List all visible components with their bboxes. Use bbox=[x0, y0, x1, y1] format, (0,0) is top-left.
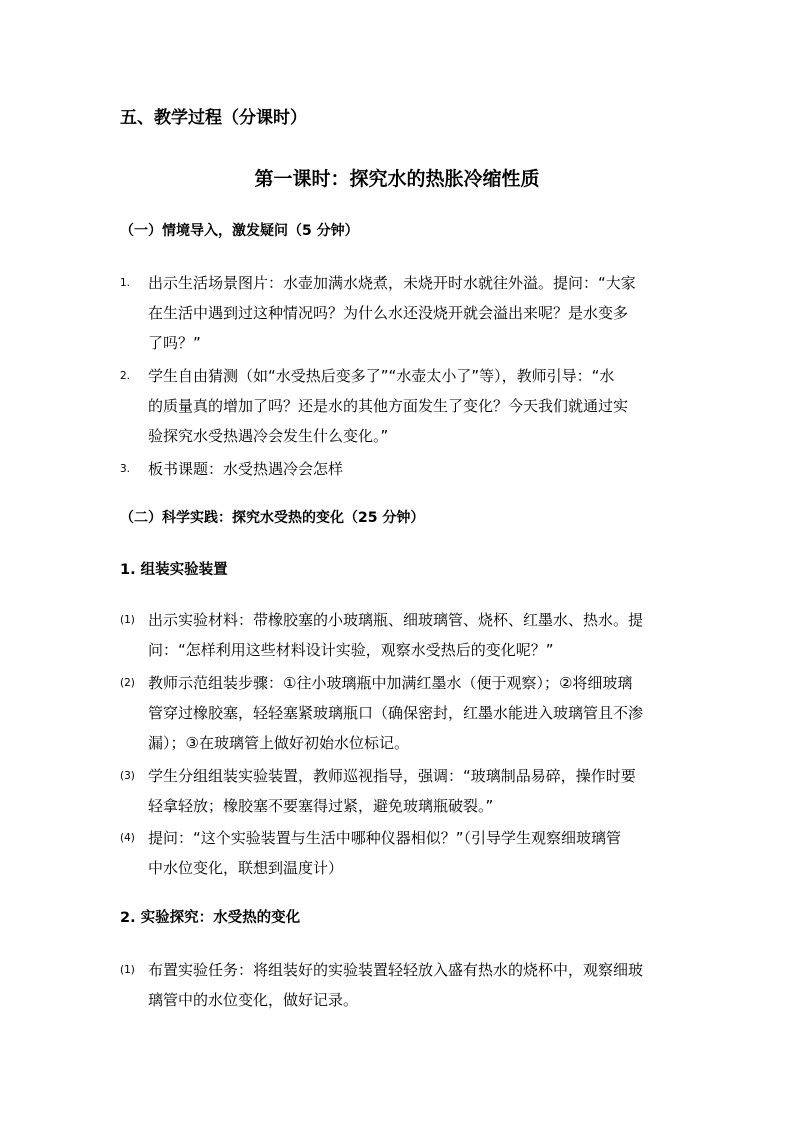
list-item-text: 轻拿轻放；橡胶塞不要塞得过紧，避免玻璃瓶破裂。” bbox=[148, 797, 494, 815]
list-item-number: 1. bbox=[120, 277, 131, 289]
list-item-number: (1) bbox=[120, 614, 135, 626]
list-item bbox=[120, 454, 676, 484]
list-item-text: 璃管中的水位变化，做好记录。 bbox=[148, 991, 359, 1009]
list-item-text: 问：“怎样利用这些材料设计实验，观察水受热后的变化呢？” bbox=[148, 641, 554, 659]
list-item-number: 2. bbox=[120, 370, 131, 382]
list-item-text: 教师示范组装步骤：①往小玻璃瓶中加满红墨水（便于观察）；②将细玻璃 bbox=[148, 674, 633, 692]
list-item bbox=[120, 823, 676, 883]
list-item bbox=[120, 955, 676, 1015]
list-item-text: 漏）；③在玻璃管上做好初始水位标记。 bbox=[148, 734, 409, 752]
list-item-number: (3) bbox=[120, 770, 135, 782]
list-item-text: 中水位变化，联想到温度计） bbox=[148, 859, 344, 877]
sub-title-assemble-apparatus: 1. 组装实验装置 bbox=[120, 562, 228, 578]
sub-title-experiment-heating: 2. 实验探究：水受热的变化 bbox=[120, 910, 301, 926]
list-item-text: 板书课题：水受热遇冷会怎样 bbox=[148, 460, 344, 478]
list-item-text: 学生自由猜测（如“水受热后变多了”“水壶太小了”等），教师引导：“水 bbox=[148, 367, 615, 385]
lesson-title: 第一课时：探究水的热胀冷缩性质 bbox=[254, 168, 540, 190]
list-item bbox=[120, 761, 676, 821]
list-item-number: 3. bbox=[120, 463, 131, 475]
list-item-text: 在生活中遇到过这种情况吗？为什么水还没烧开就会溢出来呢？是水变多 bbox=[148, 304, 629, 322]
list-item bbox=[120, 605, 676, 665]
list-item-text: 验探究水受热遇冷会发生什么变化。” bbox=[148, 427, 389, 445]
list-item-text: 了吗？” bbox=[148, 334, 201, 352]
list-item-text: 出示生活场景图片：水壶加满水烧煮，未烧开时水就往外溢。提问：“大家 bbox=[148, 274, 636, 292]
part-title-situation-intro: （一）情境导入，激发疑问（5 分钟） bbox=[120, 223, 359, 239]
list-item bbox=[120, 361, 676, 451]
list-item bbox=[120, 268, 676, 358]
list-item-number: (4) bbox=[120, 832, 135, 844]
list-item-number: (1) bbox=[120, 964, 135, 976]
list-item-number: (2) bbox=[120, 677, 135, 689]
list-item-text: 管穿过橡胶塞，轻轻塞紧玻璃瓶口（确保密封，红墨水能进入玻璃管且不渗 bbox=[148, 704, 644, 722]
part-title-science-practice: （二）科学实践：探究水受热的变化（25 分钟） bbox=[120, 510, 425, 526]
list-item-text: 学生分组组装实验装置，教师巡视指导，强调：“玻璃制品易碎，操作时要 bbox=[148, 767, 636, 785]
section-heading: 五、教学过程（分课时） bbox=[120, 108, 307, 128]
list-item bbox=[120, 668, 676, 758]
list-item-text: 布置实验任务：将组装好的实验装置轻轻放入盛有热水的烧杯中，观察细玻 bbox=[148, 961, 644, 979]
list-item-text: 出示实验材料：带橡胶塞的小玻璃瓶、细玻璃管、烧杯、红墨水、热水。提 bbox=[148, 611, 644, 629]
list-item-text: 的质量真的增加了吗？还是水的其他方面发生了变化？今天我们就通过实 bbox=[148, 397, 629, 415]
list-item-text: 提问：“这个实验装置与生活中哪种仪器相似？”（引导学生观察细玻璃管 bbox=[148, 829, 622, 847]
